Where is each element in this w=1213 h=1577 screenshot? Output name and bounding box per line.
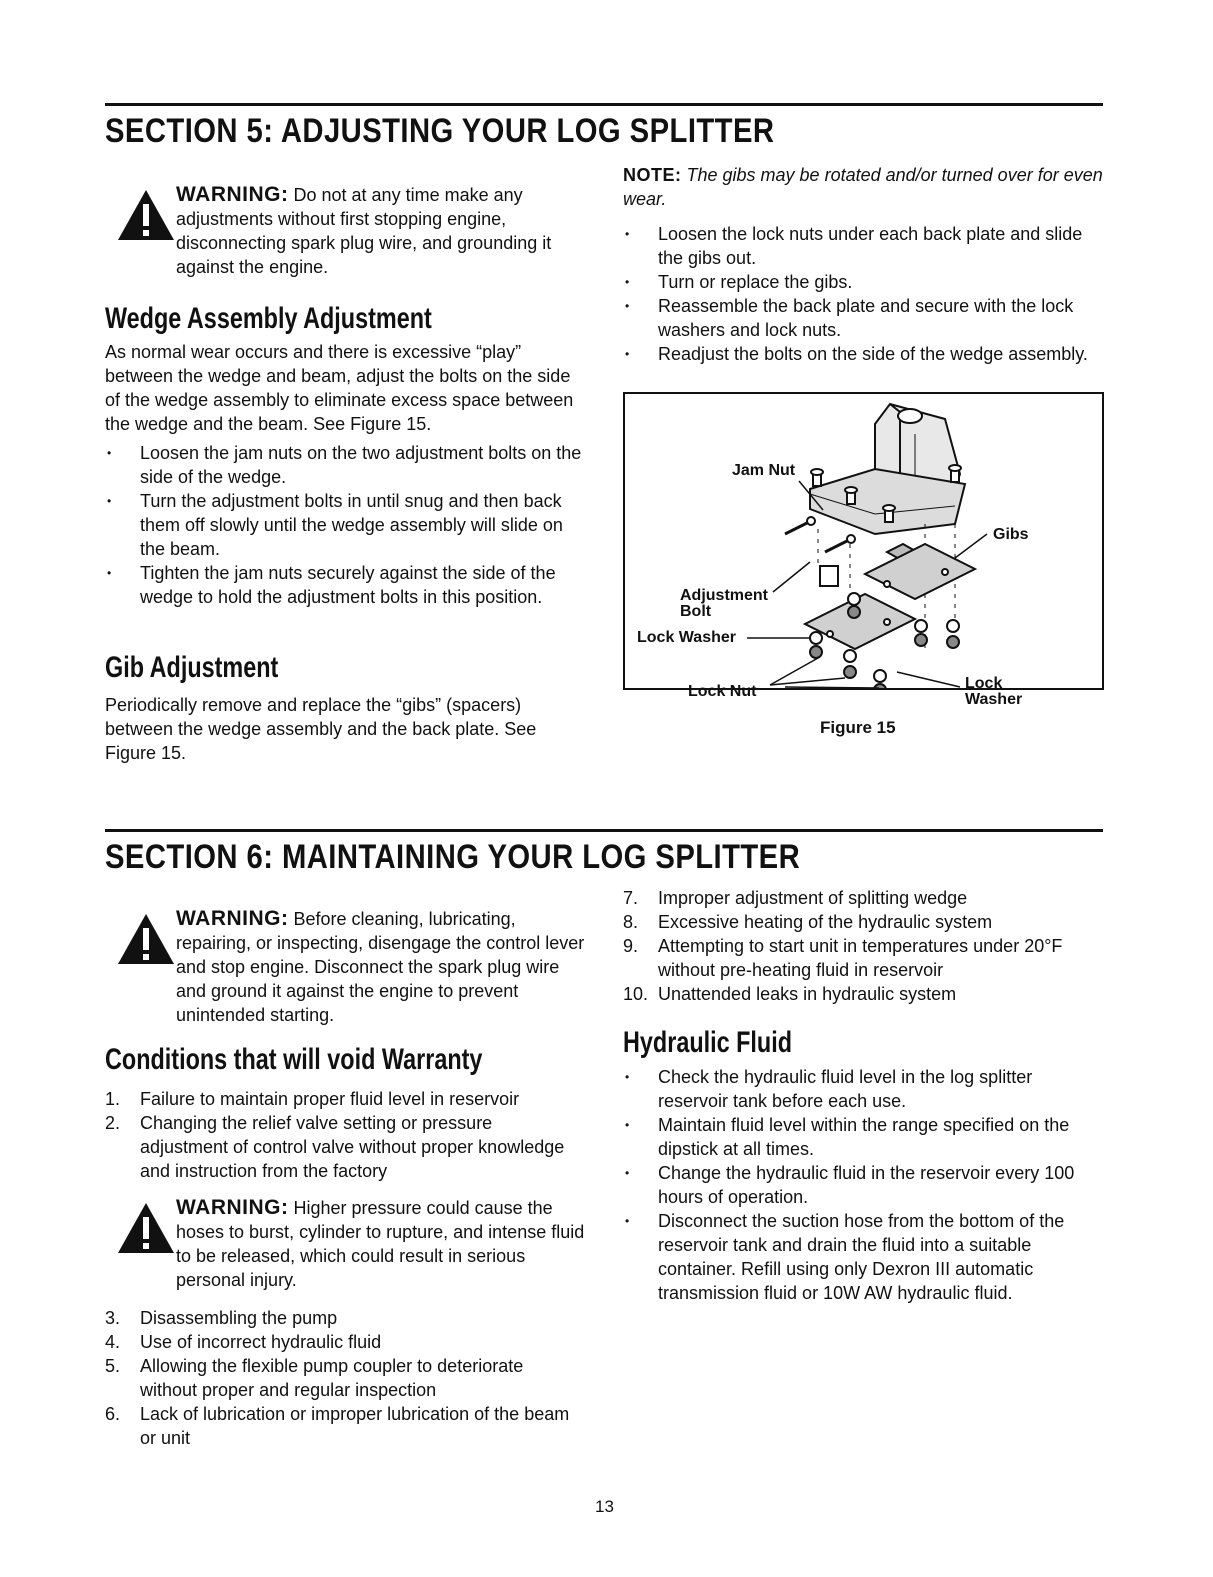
- section-5-title: SECTION 5: ADJUSTING YOUR LOG SPLITTER: [105, 112, 775, 150]
- list-item: • Turn the adjustment bolts in until snug and then back them off slowly until the wedge assembly will slide on the beam.: [105, 489, 590, 561]
- label-adjustment-bolt-line2: Bolt: [680, 603, 712, 620]
- list-item: • Maintain fluid level within the range specified on the dipstick at all times.: [623, 1113, 1103, 1161]
- gib-adjustment-intro: Periodically remove and replace the “gibs” (spacers) between the wedge assembly and the back plate. See Figure 15.: [105, 695, 537, 763]
- figure-caption: Figure 15: [820, 718, 896, 737]
- warranty-conditions-list-a: [105, 1087, 575, 1183]
- note-label: NOTE:: [623, 165, 682, 185]
- warning-label: WARNING:: [176, 907, 289, 930]
- hydraulic-fluid-heading: Hydraulic Fluid: [623, 1026, 793, 1059]
- label-lock-washer-left: Lock Washer: [637, 629, 736, 646]
- list-item: • Change the hydraulic fluid in the reservoir every 100 hours of operation.: [623, 1161, 1103, 1209]
- warranty-conditions-list-c: [623, 886, 1103, 1006]
- list-item: 2. Changing the relief valve setting or pressure adjustment of control valve without proper knowledge and instruction from the factory: [105, 1113, 565, 1181]
- gib-steps: [623, 222, 1093, 366]
- label-lock-washer-right-line2: Washer: [965, 691, 1023, 708]
- list-item: • Loosen the jam nuts on the two adjustment bolts on the side of the wedge.: [105, 441, 590, 489]
- label-lock-washer-right-line1: Lock: [965, 675, 1003, 692]
- label-adjustment-bolt-line1: Adjustment: [680, 587, 768, 604]
- list-item: • Disconnect the suction hose from the bottom of the reservoir tank and drain the fluid into a suitable container. Refill using only Dexron III automatic transmission fluid or 10W AW hydraulic fluid.: [623, 1209, 1103, 1305]
- pressure-warning: [176, 1196, 586, 1292]
- page-number: 13: [595, 1497, 614, 1516]
- hydraulic-fluid-steps: [623, 1065, 1103, 1305]
- list-item: 7. Improper adjustment of splitting wedge: [623, 888, 968, 908]
- list-item: 5. Allowing the flexible pump coupler to deteriorate without proper and regular inspection: [105, 1356, 524, 1400]
- section-5-rule: [105, 103, 1103, 106]
- note-text: The gibs may be rotated and/or turned over for even wear.: [623, 165, 1103, 209]
- section-6-warning: [176, 907, 586, 1027]
- list-item: • Loosen the lock nuts under each back plate and slide the gibs out.: [623, 222, 1093, 270]
- list-item: • Turn or replace the gibs.: [623, 270, 1093, 294]
- warning-triangle-icon: [116, 188, 176, 242]
- warning-label: WARNING:: [176, 1196, 289, 1219]
- warranty-heading: Conditions that will void Warranty: [105, 1043, 483, 1076]
- list-item: • Check the hydraulic fluid level in the log splitter reservoir tank before each use.: [623, 1065, 1103, 1113]
- warning-label: WARNING:: [176, 183, 289, 206]
- label-jam-nut: Jam Nut: [732, 462, 796, 479]
- list-item: 8. Excessive heating of the hydraulic system: [623, 912, 993, 932]
- warning-text: Before cleaning, lubricating, repairing, or inspecting, disengage the control lever and stop engine. Disconnect the spark plug wire and ground it against the engine to prevent unintended starting.: [176, 909, 585, 1025]
- label-lock-nut: Lock Nut: [688, 683, 757, 700]
- section-6-title: SECTION 6: MAINTAINING YOUR LOG SPLITTER: [105, 838, 801, 876]
- warranty-conditions-list-b: [105, 1306, 575, 1450]
- warning-triangle-icon: [116, 1201, 176, 1255]
- list-item: • Reassemble the back plate and secure with the lock washers and lock nuts.: [623, 294, 1093, 342]
- list-item: 10. Unattended leaks in hydraulic system: [623, 984, 957, 1004]
- list-item: 9. Attempting to start unit in temperatures under 20°F without pre-heating fluid in reservoir: [623, 936, 1063, 980]
- list-item: • Readjust the bolts on the side of the wedge assembly.: [623, 342, 1093, 366]
- list-item: 6. Lack of lubrication or improper lubrication of the beam or unit: [105, 1404, 570, 1448]
- warning-text: Higher pressure could cause the hoses to burst, cylinder to rupture, and intense fluid to be released, which could result in serious personal injury.: [176, 1198, 585, 1290]
- warning-text: Do not at any time make any adjustments without first stopping engine, disconnecting spark plug wire, and grounding it against the engine.: [176, 185, 552, 277]
- wedge-adjustment-heading: Wedge Assembly Adjustment: [105, 302, 432, 335]
- list-item: 4. Use of incorrect hydraulic fluid: [105, 1332, 382, 1352]
- label-gibs: Gibs: [993, 526, 1029, 543]
- list-item: 1. Failure to maintain proper fluid level in reservoir: [105, 1089, 520, 1109]
- warning-triangle-icon: [116, 912, 176, 966]
- list-item: 3. Disassembling the pump: [105, 1308, 338, 1328]
- gib-adjustment-heading: Gib Adjustment: [105, 651, 279, 684]
- wedge-adjustment-intro: As normal wear occurs and there is excessive “play” between the wedge and beam, adjust the bolts on the side of the wedge assembly to eliminate excess space between the wedge and the beam. See Figure 15.: [105, 342, 574, 434]
- section-5-warning: [176, 183, 586, 279]
- wedge-adjustment-steps: [105, 441, 590, 609]
- gib-note: [623, 163, 1103, 211]
- section-6-rule: [105, 829, 1103, 832]
- list-item: • Tighten the jam nuts securely against the side of the wedge to hold the adjustment bolts in this position.: [105, 561, 590, 609]
